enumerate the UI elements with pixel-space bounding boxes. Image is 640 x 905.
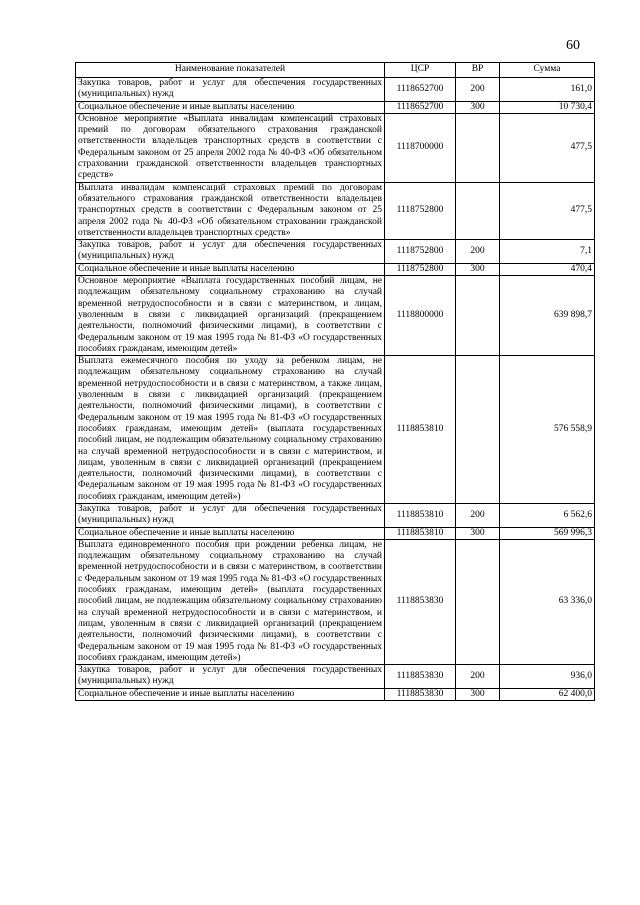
table-header-row <box>76 63 595 78</box>
row-name: Основное мероприятие «Выплата государственных пособий лицам, не подлежащим обязательному социальному страхованию на случай временной нетрудоспособности и в связи с материнством, и лицам, уволенным в связи с ликвидацией организаций (прекращением деятельности, полномочий физическими лицами), в соответствии с Федеральным законом от 19 мая 1995 года № 81-ФЗ «О государственных пособиях гражданам, имеющим детей» <box>76 276 385 356</box>
row-vr <box>456 276 500 356</box>
row-vr: 200 <box>456 240 500 264</box>
row-vr <box>456 182 500 239</box>
row-name: Основное мероприятие «Выплата инвалидам компенсаций страховых премий по договорам обязательного страхования гражданской ответственности владельцев транспортных средств в соответствии с Федеральным законом от 25 апреля 2002 года № 40-ФЗ «Об обязательном страховании гражданской ответственности владельцев транспортных средств» <box>76 113 385 182</box>
header-csr: ЦСР <box>385 63 456 78</box>
row-name: Закупка товаров, работ и услуг для обеспечения государственных (муниципальных) нужд <box>76 665 385 689</box>
row-name: Выплата инвалидам компенсаций страховых премий по договорам обязательного страхования гражданской ответственности владельцев транспортных средств в соответствии с Федеральным законом от 25 апреля 2002 года № 40-ФЗ «Об обязательном страховании гражданской ответственности владельцев транспортных средств» <box>76 182 385 239</box>
row-vr: 300 <box>456 263 500 275</box>
page-number: 60 <box>566 38 580 53</box>
table-row <box>76 688 595 700</box>
header-name: Наименование показателей <box>76 63 385 78</box>
row-name: Социальное обеспечение и иные выплаты населению <box>76 688 385 700</box>
row-vr <box>456 113 500 182</box>
row-vr <box>456 356 500 504</box>
row-sum: 477,5 <box>500 182 595 239</box>
row-csr: 1118652700 <box>385 101 456 113</box>
row-sum: 161,0 <box>500 78 595 102</box>
row-csr: 1118752800 <box>385 182 456 239</box>
table-row <box>76 240 595 264</box>
row-sum: 7,1 <box>500 240 595 264</box>
row-sum: 63 336,0 <box>500 539 595 664</box>
row-name: Закупка товаров, работ и услуг для обеспечения государственных (муниципальных) нужд <box>76 503 385 527</box>
row-sum: 569 996,3 <box>500 527 595 539</box>
table-row <box>76 665 595 689</box>
header-sum: Сумма <box>500 63 595 78</box>
row-csr: 1118853810 <box>385 527 456 539</box>
header-vr: ВР <box>456 63 500 78</box>
row-name: Закупка товаров, работ и услуг для обеспечения государственных (муниципальных) нужд <box>76 78 385 102</box>
row-csr: 1118853830 <box>385 688 456 700</box>
row-name: Выплата единовременного пособия при рождении ребенка лицам, не подлежащим обязательному социальному страхованию на случай временной нетрудоспособности и в связи с материнством, в соответствии с Федеральным законом от 19 мая 1995 года № 81-ФЗ «О государственных пособиях гражданам, имеющим детей» (выплата государственных пособий лицам, не подлежащим обязательному социальному страхованию на случай временной нетрудоспособности и в связи с материнством, и лицам, уволенным в связи с ликвидацией организаций (прекращением деятельности, полномочий физическими лицами), в соответствии с Федеральным законом от 19 мая 1995 года № 81-ФЗ «О государственных пособиях гражданам, имеющим детей») <box>76 539 385 664</box>
row-csr: 1118853830 <box>385 665 456 689</box>
row-sum: 576 558,9 <box>500 356 595 504</box>
row-csr: 1118853810 <box>385 503 456 527</box>
row-vr: 300 <box>456 688 500 700</box>
table-row <box>76 101 595 113</box>
table-row <box>76 356 595 504</box>
budget-table <box>75 62 595 701</box>
table-row <box>76 276 595 356</box>
row-csr: 1118853830 <box>385 539 456 664</box>
row-sum: 10 730,4 <box>500 101 595 113</box>
row-csr: 1118752800 <box>385 240 456 264</box>
table-row <box>76 78 595 102</box>
row-vr: 200 <box>456 665 500 689</box>
row-vr: 300 <box>456 101 500 113</box>
row-name: Социальное обеспечение и иные выплаты населению <box>76 101 385 113</box>
table-row <box>76 527 595 539</box>
row-name: Закупка товаров, работ и услуг для обеспечения государственных (муниципальных) нужд <box>76 240 385 264</box>
row-sum: 477,5 <box>500 113 595 182</box>
row-name: Социальное обеспечение и иные выплаты населению <box>76 527 385 539</box>
row-csr: 1118853810 <box>385 356 456 504</box>
row-sum: 470,4 <box>500 263 595 275</box>
table-row <box>76 113 595 182</box>
table-row <box>76 263 595 275</box>
row-sum: 6 562,6 <box>500 503 595 527</box>
row-vr: 200 <box>456 503 500 527</box>
row-csr: 1118652700 <box>385 78 456 102</box>
row-name: Социальное обеспечение и иные выплаты населению <box>76 263 385 275</box>
row-vr: 300 <box>456 527 500 539</box>
row-csr: 1118752800 <box>385 263 456 275</box>
row-name: Выплата ежемесячного пособия по уходу за ребенком лицам, не подлежащим обязательному социальному страхованию на случай временной нетрудоспособности и в связи с материнством, а также лицам, уволенным в связи с ликвидацией организаций (прекращением деятельности, полномочий физическими лицами), в соответствии с Федеральным законом от 19 мая 1995 года № 81-ФЗ «О государственных пособиях гражданам, имеющим детей» (выплата государственных пособий лицам, не подлежащим обязательному социальному страхованию на случай временной нетрудоспособности и в связи с материнством, и лицам, уволенным в связи с ликвидацией организаций (прекращением деятельности, полномочий физическими лицами), в соответствии с Федеральным законом от 19 мая 1995 года № 81-ФЗ «О государственных пособиях гражданам, имеющим детей») <box>76 356 385 504</box>
row-vr: 200 <box>456 78 500 102</box>
row-sum: 639 898,7 <box>500 276 595 356</box>
row-sum: 62 400,0 <box>500 688 595 700</box>
row-csr: 1118700000 <box>385 113 456 182</box>
table-row <box>76 182 595 239</box>
table-row <box>76 539 595 664</box>
table-row <box>76 503 595 527</box>
row-vr <box>456 539 500 664</box>
row-sum: 936,0 <box>500 665 595 689</box>
row-csr: 1118800000 <box>385 276 456 356</box>
